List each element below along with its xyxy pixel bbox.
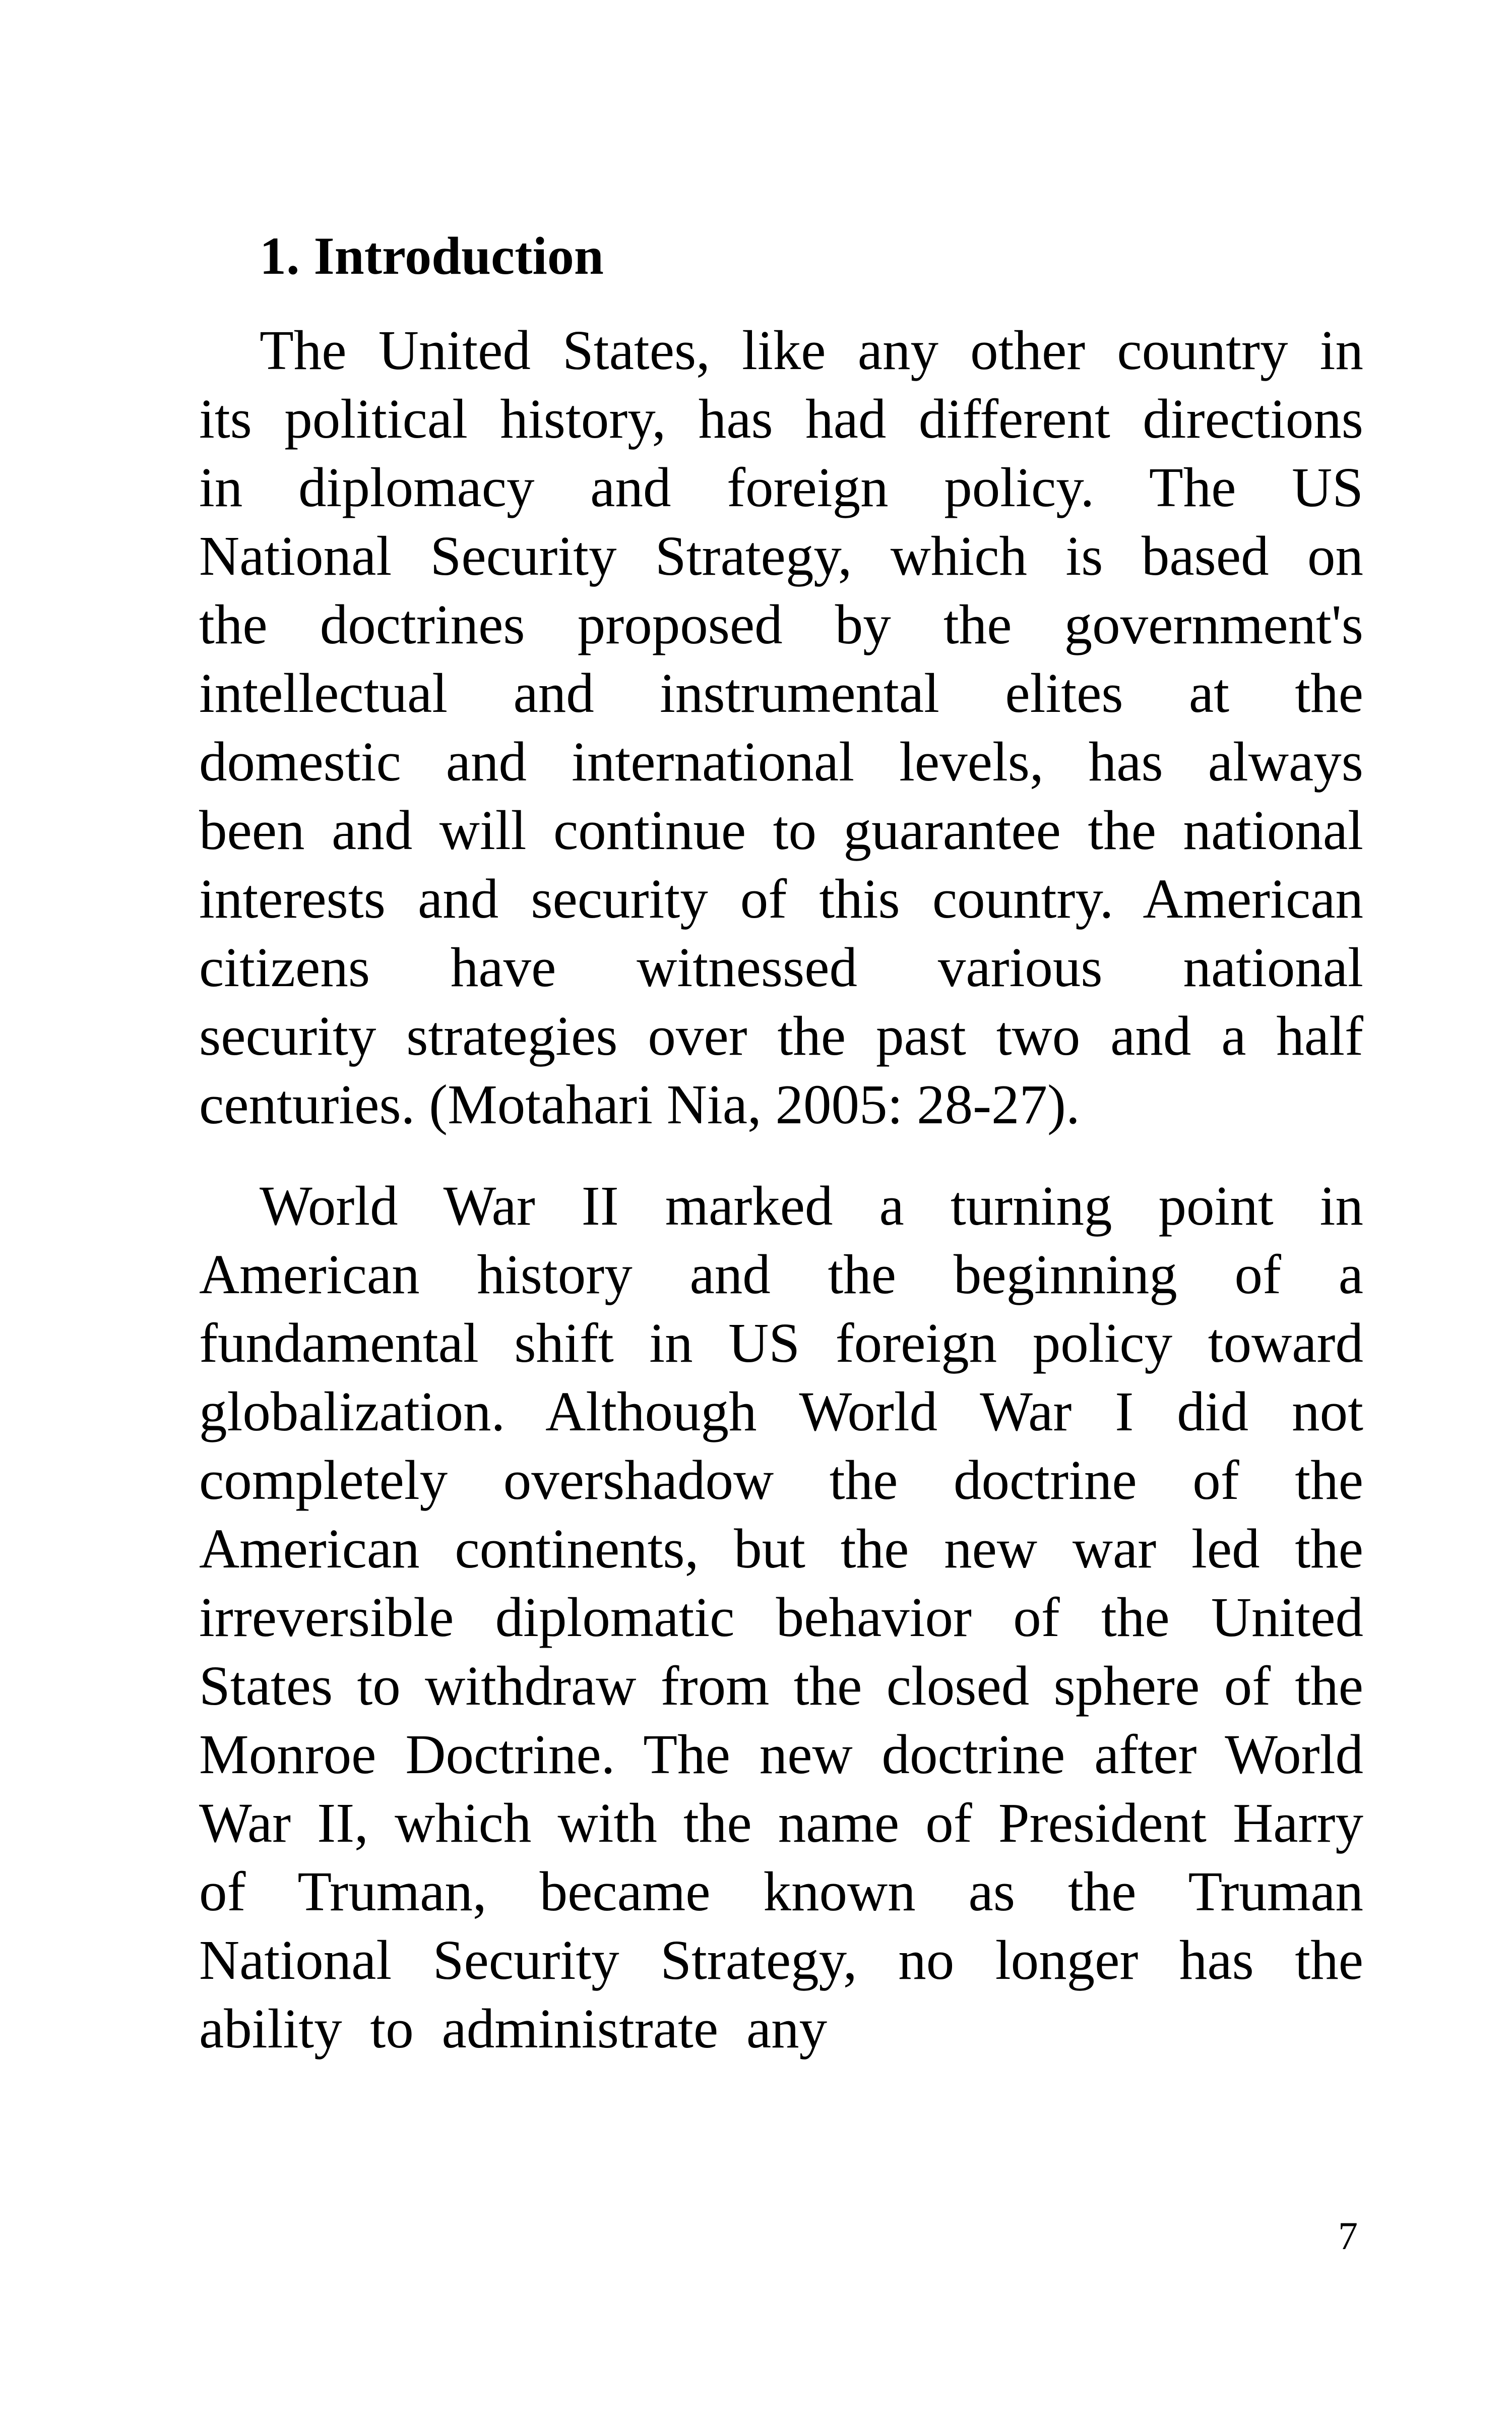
paragraph-line: domestic and international levels, has always [199,731,1363,793]
paragraph-line: interests and security of this country. American [199,868,1363,930]
section-heading [260,221,604,291]
paragraph-line: intellectual and instrumental elites at the [199,662,1363,724]
paragraph-line: security strategies over the past two and a half [199,1005,1363,1067]
paragraph-line: American continents, but the new war led the [199,1518,1363,1580]
page-number: 7 [1338,2214,1358,2258]
paragraph-line: been and will continue to guarantee the national [199,800,1363,862]
paragraph-line: citizens have witnessed various national [199,937,1363,999]
paragraph-line: its political history, has had different directions [199,388,1363,450]
paragraph-line: irreversible diplomatic behavior of the United [199,1587,1363,1649]
section-title: Introduction [313,226,604,285]
paragraph-line: globalization. Although World War I did not [199,1381,1363,1443]
paragraph-line: of Truman, became known as the Truman [199,1861,1363,1923]
paragraph-line: centuries. (Motahari Nia, 2005: 28-27). [199,1074,1080,1136]
paragraph-line: American history and the beginning of a [199,1244,1363,1306]
paragraph-line: War II, which with the name of President Harry [199,1792,1363,1854]
paragraph-line: World War II marked a turning point in [260,1175,1363,1237]
paragraph-line: completely overshadow the doctrine of the [199,1449,1363,1511]
paragraph-line: States to withdraw from the closed sphere of the [199,1655,1363,1717]
paragraph-line: ability to administrate any [199,1998,828,2060]
paragraph-line: in diplomacy and foreign policy. The US [199,457,1363,519]
section-number: 1. [260,226,300,285]
paragraph-line: National Security Strategy, which is based on [199,525,1363,587]
paragraph-line: Monroe Doctrine. The new doctrine after World [199,1724,1363,1786]
paragraph-line: National Security Strategy, no longer has the [199,1929,1363,1991]
paragraph-line: The United States, like any other country in [260,320,1363,382]
paragraph-line: fundamental shift in US foreign policy toward [199,1312,1363,1374]
paragraph-line: the doctrines proposed by the government's [199,594,1363,656]
